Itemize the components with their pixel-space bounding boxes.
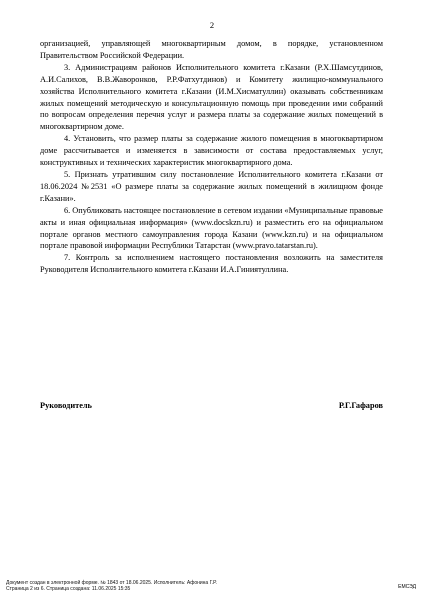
paragraph-3: 3. Администрациям районов Исполнительного комитета г.Казани (Р.Х.Шамсутдинов, А.И.Салихов, В.В.Жаворонков, Р.Р.Фатхутдинов) и Комитету жилищно-коммунального хозяйства Исполнительного комитета г.Казани (И.М.Хисматуллин) оказывать собственникам жилых помещений методическую и консультационную помощь при проведении ими собраний по вопросам определения перечня услуг и размера платы за содержание жилых помещений в многоквартирном доме.: [40, 62, 383, 132]
paragraph-continuation: организацией, управляющей многоквартирным домом, в порядке, установленном Правительством Российской Федерации.: [40, 39, 383, 60]
signature-block: [40, 400, 383, 411]
signatory-position: Руководитель: [40, 401, 92, 410]
paragraph-5: 5. Признать утратившим силу постановление Исполнительного комитета г.Казани от 18.06.2024 №2531 «О размере платы за содержание жилых помещений в жилищном фонде г.Казани».: [40, 169, 383, 203]
system-stamp: ЕМСЭД: [398, 584, 416, 590]
document-footer: [6, 580, 411, 592]
footer-document-info: Документ создан в электронной форме. № 1843 от 18.06.2025. Исполнитель: Афонина Г.Р.: [6, 580, 217, 586]
paragraph-4: 4. Установить, что размер платы за содержание жилого помещения в многоквартирном доме рассчитывается и изменяется в зависимости от состава предоставляемых услуг, конструктивных и технических характеристик многоквартирного дома.: [40, 134, 383, 168]
document-body: [40, 38, 383, 276]
paragraph-6: 6. Опубликовать настоящее постановление в сетевом издании «Муниципальные правовые акты и иная официальная информация» (www.docskzn.ru) и разместить его на официальном портале органов местного самоуправления города Казани (www.kzn.ru) и на официальном портале правовой информации Республики Татарстан (www.pravo.tatarstan.ru).: [40, 205, 383, 251]
signatory-name: Р.Г.Гафаров: [338, 401, 383, 410]
footer-page-info: Страница 2 из 6. Страница создана: 11.06.2025 15:35: [6, 586, 131, 592]
page-number: 2: [209, 20, 215, 30]
paragraph-7: 7. Контроль за исполнением настоящего постановления возложить на заместителя Руководителя Исполнительного комитета г.Казани И.А.Гиниятуллина.: [40, 253, 383, 275]
